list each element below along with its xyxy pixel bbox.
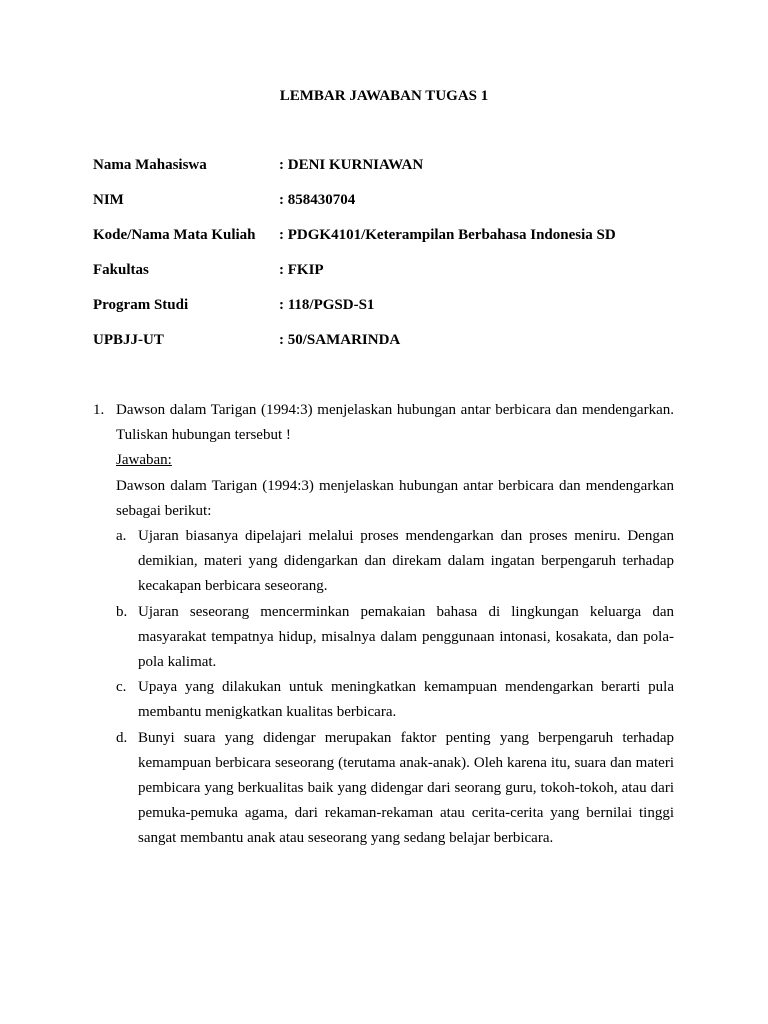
info-row-course [93, 225, 683, 260]
point-text: Ujaran biasanya dipelajari melalui proses mendengarkan dan proses meniru. Dengan demikian, materi yang didengarkan dan direkam dalam ingatan berpengaruh terhadap kecakapan berbicara seseorang. [138, 528, 674, 595]
info-label: NIM [93, 192, 124, 208]
info-value: : DENI KURNIAWAN [279, 157, 424, 173]
info-value: : 858430704 [279, 192, 356, 208]
info-label: Program Studi [93, 297, 189, 313]
answer-point [116, 600, 674, 676]
point-letter: d. [116, 729, 128, 746]
point-letter: c. [116, 679, 127, 696]
info-label: UPBJJ-UT [93, 332, 164, 348]
point-text: Bunyi suara yang didengar merupakan faktor penting yang berpengaruh terhadap kemampuan berbicara seseorang (terutama anak-anak). Oleh karena itu, suara dan materi pembicara yang berkualitas baik yang didengar dari seorang guru, tokoh-tokoh, atau dari pemuka-pemuka agama, dari rekaman-rekaman atau cerita-cerita yang bernilai tinggi sangat membantu anak atau seseorang yang sedang belajar berbicara. [138, 729, 674, 847]
answer-intro: Dawson dalam Tarigan (1994:3) menjelaskan hubungan antar berbicara dan mendengarkan sebagai berikut: [116, 477, 674, 519]
info-label: Fakultas [93, 262, 149, 278]
info-row-upbjj [93, 330, 683, 365]
info-value: : FKIP [279, 262, 324, 278]
answer-point [116, 675, 674, 725]
point-letter: b. [116, 603, 128, 620]
info-row-program [93, 295, 683, 330]
answer-point [116, 726, 674, 852]
document-title: LEMBAR JAWABAN TUGAS 1 [279, 88, 489, 104]
point-letter: a. [116, 528, 127, 545]
info-row-name [93, 155, 683, 190]
point-text: Ujaran seseorang mencerminkan pemakaian bahasa di lingkungan keluarga dan masyarakat tempatnya hidup, misalnya dalam penggunaan intonasi, kosakata, dan pola-pola kalimat. [138, 603, 674, 671]
point-text: Upaya yang dilakukan untuk meningkatkan kemampuan mendengarkan berarti pula membantu menigkatkan kualitas berbicara. [138, 679, 674, 721]
info-value: : 50/SAMARINDA [279, 332, 401, 348]
info-row-nim [93, 190, 683, 225]
answer-points-list [116, 524, 674, 852]
answer-point [116, 524, 674, 600]
question-item [93, 398, 674, 852]
info-row-faculty [93, 260, 683, 295]
question-number: 1. [93, 402, 105, 418]
question-text: Dawson dalam Tarigan (1994:3) menjelaskan hubungan antar berbicara dan mendengarkan. Tuliskan hubungan tersebut ! [116, 402, 674, 444]
info-value: : 118/PGSD-S1 [279, 297, 375, 313]
info-value: : PDGK4101/Keterampilan Berbahasa Indonesia SD [279, 227, 616, 243]
answer-label: Jawaban: [116, 452, 172, 469]
answer-content [93, 398, 674, 852]
info-label: Kode/Nama Mata Kuliah [93, 227, 256, 243]
student-info-table [93, 155, 683, 365]
info-label: Nama Mahasiswa [93, 157, 207, 173]
question-body [116, 398, 674, 852]
